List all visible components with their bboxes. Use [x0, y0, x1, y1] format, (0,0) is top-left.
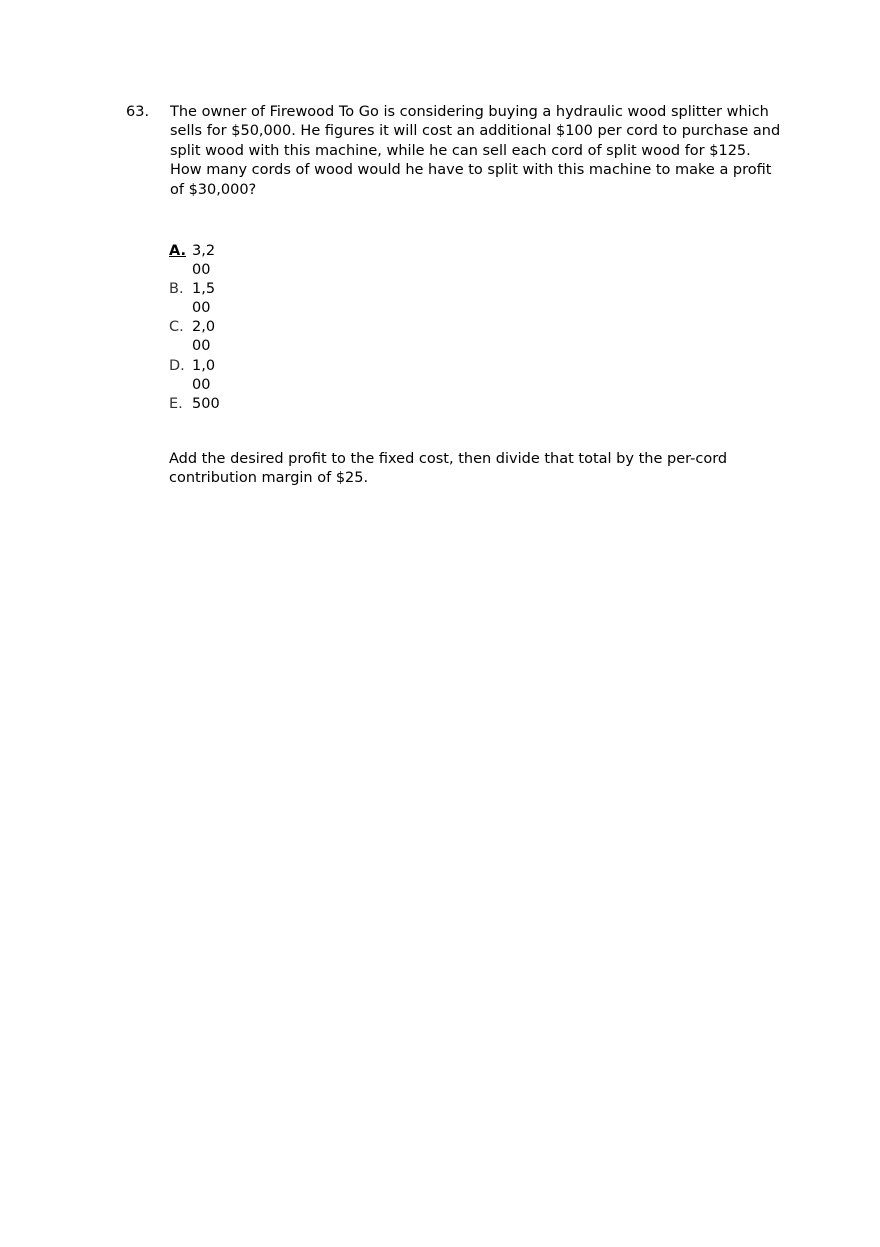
choice-value: 2,000: [192, 319, 216, 355]
choice-value: 3,200: [192, 243, 216, 278]
choice-value: 500: [192, 395, 220, 412]
choice-letter: C.: [169, 319, 184, 336]
choice-value: 1,000: [192, 357, 216, 393]
choice-value: 1,500: [192, 281, 216, 317]
question-block: [126, 103, 786, 200]
question-number: 63.: [126, 104, 150, 120]
choice-letter: D.: [169, 357, 185, 374]
choice-letter: A.: [169, 243, 186, 259]
choice-letter: E.: [169, 395, 183, 412]
choice-letter: B.: [169, 281, 184, 298]
question-text: The owner of Firewood To Go is considering buying a hydraulic wood splitter which sells for $50,000. He figures it will cost an additional $100 per cord to purchase and split wood with this machine, while he can sell each cord of split wood for $125. How many cords of wood would he have to split with this machine to make a profit of $30,000?: [170, 104, 781, 198]
answer-explanation: Add the desired profit to the fixed cost, then divide that total by the per-cord contribution margin of $25.: [169, 451, 728, 487]
